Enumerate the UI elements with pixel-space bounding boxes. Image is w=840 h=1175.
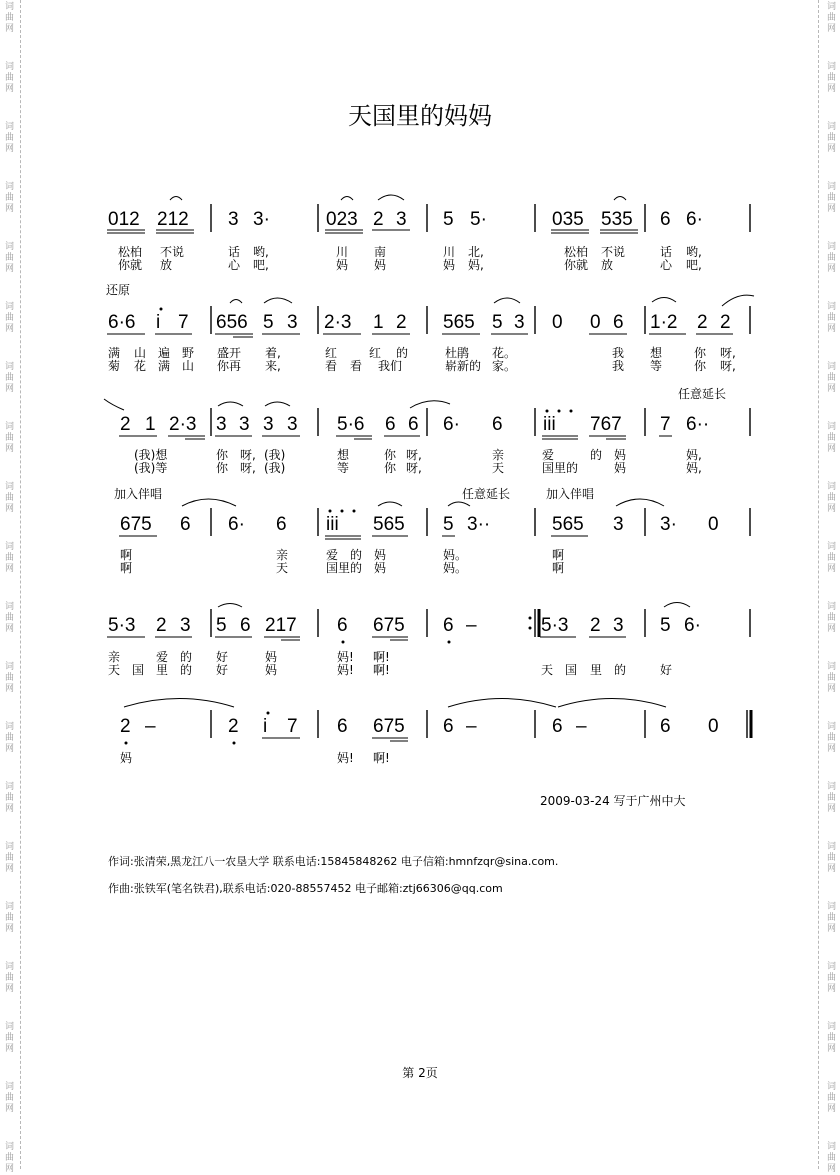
lyric: 吧, xyxy=(686,258,702,272)
note: iii xyxy=(543,414,556,435)
lyric: 菊 xyxy=(108,359,121,373)
octave-dot xyxy=(233,742,236,745)
lyric: 啊! xyxy=(373,663,390,677)
score-line-6 xyxy=(120,699,751,766)
note: 6 xyxy=(337,615,348,636)
octave-dot xyxy=(160,308,163,311)
octave-dot xyxy=(341,510,344,513)
note: 6 xyxy=(660,716,671,737)
lyric: 满 xyxy=(108,346,121,360)
lyric: 盛开 xyxy=(217,346,242,360)
lyric: 放 xyxy=(601,258,614,272)
score-line-5 xyxy=(107,603,750,678)
note: i xyxy=(263,716,268,737)
slur xyxy=(616,499,664,506)
note: 3 xyxy=(396,209,407,230)
lyric: 国 xyxy=(132,663,145,677)
note: 6 xyxy=(240,615,251,636)
watermark-text: 词曲网 xyxy=(826,542,836,574)
lyric: 川 xyxy=(336,245,349,259)
lyric: 你再 xyxy=(217,359,242,373)
note: 217 xyxy=(265,615,297,636)
lyric: 你就 xyxy=(564,258,589,272)
note: – xyxy=(145,716,156,737)
note: 0 xyxy=(552,312,563,333)
performance-annotation: 还原 xyxy=(106,283,131,297)
lyric: 亲 xyxy=(108,650,121,664)
note: 012 xyxy=(108,209,140,230)
watermark-text: 词曲网 xyxy=(826,242,836,274)
watermark-text: 词曲网 xyxy=(826,1082,836,1114)
lyric: 南 xyxy=(374,245,387,259)
lyric: 你 xyxy=(384,461,397,475)
watermark-text: 词曲网 xyxy=(826,182,836,214)
composer-credit: 作曲:张铁军(笔名铁君),联系电话:020-88557452 电子邮箱:ztj66306@qq.com xyxy=(108,882,503,895)
slur xyxy=(265,402,290,406)
lyric: 亲 xyxy=(276,548,289,562)
note: 023 xyxy=(326,209,358,230)
note: 6 xyxy=(492,414,503,435)
watermark-text: 词曲网 xyxy=(4,1082,14,1114)
note: 2 xyxy=(590,615,601,636)
lyric: (我)等 xyxy=(134,461,168,475)
lyric: 呀, xyxy=(406,461,422,475)
note: 6 xyxy=(660,209,671,230)
note: 2 xyxy=(120,716,131,737)
slur xyxy=(448,502,470,506)
slur xyxy=(170,197,182,201)
watermark-text: 词曲网 xyxy=(4,482,14,514)
lyric: 的 xyxy=(180,663,193,677)
lyric: 啊! xyxy=(373,751,390,765)
lyric: 啊 xyxy=(552,548,565,562)
watermark-text: 词曲网 xyxy=(826,362,836,394)
lyric: 山 xyxy=(182,359,195,373)
octave-dot xyxy=(529,617,532,620)
lyric: 的 xyxy=(396,346,409,360)
lyric: 妈 xyxy=(265,650,278,664)
note: 6 xyxy=(613,312,624,333)
watermark-text: 词曲网 xyxy=(826,302,836,334)
lyric: 的 xyxy=(590,448,603,462)
lyric: 天 xyxy=(276,561,289,575)
octave-dot xyxy=(558,410,561,413)
slur xyxy=(410,401,450,408)
lyric: 等 xyxy=(650,359,663,373)
octave-dot xyxy=(570,410,573,413)
lyric: 国里的 xyxy=(542,461,579,475)
lyric: 哟, xyxy=(686,245,702,259)
note: 6 xyxy=(337,716,348,737)
note: 3 xyxy=(180,615,191,636)
watermark-text: 词曲网 xyxy=(4,122,14,154)
slur xyxy=(664,603,690,608)
slur xyxy=(378,502,402,506)
note: 3 xyxy=(263,414,274,435)
lyricist-credit: 作词:张清荣,黑龙江八一农垦大学 联系电话:15845848262 电子信箱:hmnfzqr@sina.com. xyxy=(108,855,559,868)
lyric: 天 xyxy=(108,663,121,677)
watermark-text: 词曲网 xyxy=(4,2,14,34)
slur xyxy=(722,295,754,306)
note: 5 xyxy=(263,312,274,333)
note: 5 xyxy=(492,312,503,333)
lyric: 国里的 xyxy=(326,561,363,575)
lyric: 妈 xyxy=(120,751,133,765)
performance-annotation: 加入伴唱 xyxy=(546,487,595,501)
note: 6 xyxy=(552,716,563,737)
watermark-text: 词曲网 xyxy=(826,62,836,94)
lyric: 满 xyxy=(158,359,171,373)
note: 2·3 xyxy=(169,414,197,435)
watermark-text: 词曲网 xyxy=(4,62,14,94)
lyric: 家。 xyxy=(492,359,517,373)
score-line-2 xyxy=(106,283,754,373)
lyric: 啊 xyxy=(120,561,133,575)
lyric: 来, xyxy=(265,359,281,373)
slur xyxy=(230,300,242,304)
watermark-text: 词曲网 xyxy=(4,362,14,394)
watermark-text: 词曲网 xyxy=(826,1142,836,1174)
lyric: 松柏 xyxy=(118,245,143,259)
performance-annotation: 任意延长 xyxy=(678,387,727,401)
note: – xyxy=(576,716,587,737)
lyric: (我)想 xyxy=(134,448,168,462)
note: 0 xyxy=(590,312,601,333)
lyric: 你 xyxy=(694,359,707,373)
lyric: 放 xyxy=(160,258,173,272)
lyric: 妈, xyxy=(686,461,702,475)
watermark-text: 词曲网 xyxy=(4,1142,14,1174)
note: 5 xyxy=(443,514,454,535)
note: 3 xyxy=(239,414,250,435)
watermark-text: 词曲网 xyxy=(826,482,836,514)
note: 0 xyxy=(708,514,719,535)
score-line-3 xyxy=(104,386,750,475)
lyric: 花 xyxy=(134,359,147,373)
lyric: 不说 xyxy=(160,245,185,259)
performance-annotation: 任意延长 xyxy=(462,487,511,501)
note: 6· xyxy=(684,615,701,636)
lyric: 妈, xyxy=(686,448,702,462)
watermark-text: 词曲网 xyxy=(826,122,836,154)
lyric: 山 xyxy=(134,346,147,360)
watermark-text: 词曲网 xyxy=(4,602,14,634)
lyric: 妈! xyxy=(337,663,354,677)
note: 212 xyxy=(157,209,189,230)
note: 3·· xyxy=(467,514,491,535)
note: 035 xyxy=(552,209,584,230)
note: 3 xyxy=(514,312,525,333)
note: 3 xyxy=(216,414,227,435)
note: 5·3 xyxy=(541,615,569,636)
octave-dot xyxy=(329,510,332,513)
note: i xyxy=(156,312,161,333)
lyric: 啊! xyxy=(373,650,390,664)
lyric: 啊 xyxy=(552,561,565,575)
note: 6·· xyxy=(686,414,710,435)
lyric: 的 xyxy=(180,650,193,664)
lyric: 不说 xyxy=(601,245,626,259)
slur xyxy=(448,699,556,708)
note: 1 xyxy=(145,414,156,435)
slur xyxy=(264,298,292,303)
watermark-text: 词曲网 xyxy=(4,722,14,754)
lyric: 川 xyxy=(443,245,456,259)
note: 6 xyxy=(385,414,396,435)
note: 675 xyxy=(373,716,405,737)
lyric: 天 xyxy=(541,663,554,677)
lyric: 国 xyxy=(565,663,578,677)
slur xyxy=(104,399,124,410)
lyric: 好 xyxy=(660,663,673,677)
lyric: 心 xyxy=(660,258,673,272)
octave-dot xyxy=(342,641,345,644)
lyric: 妈 xyxy=(614,461,627,475)
lyric: 野 xyxy=(182,346,195,360)
lyric: 爱 xyxy=(156,650,169,664)
note: 6 xyxy=(408,414,419,435)
note: 6·6 xyxy=(108,312,136,333)
note: 3 xyxy=(287,414,298,435)
note: 565 xyxy=(443,312,475,333)
note: 6 xyxy=(276,514,287,535)
watermark-text: 词曲网 xyxy=(826,842,836,874)
lyric: 我 xyxy=(612,359,625,373)
note: 675 xyxy=(120,514,152,535)
lyric: 天 xyxy=(492,461,505,475)
lyric: 心 xyxy=(228,258,241,272)
watermark-text: 词曲网 xyxy=(826,962,836,994)
note: 1·2 xyxy=(650,312,678,333)
note: iii xyxy=(326,514,339,535)
watermark-text: 词曲网 xyxy=(4,422,14,454)
note: – xyxy=(466,716,477,737)
note: 3· xyxy=(253,209,270,230)
note: 767 xyxy=(590,414,622,435)
score-line-4 xyxy=(114,486,750,575)
slur xyxy=(182,499,236,506)
octave-dot xyxy=(353,510,356,513)
note: 2·3 xyxy=(324,312,352,333)
lyric: (我) xyxy=(264,461,286,475)
lyric: 妈, xyxy=(468,258,484,272)
note: 3 xyxy=(613,615,624,636)
octave-dot xyxy=(546,410,549,413)
score-line-1 xyxy=(107,195,750,272)
lyric: 啊 xyxy=(120,548,133,562)
lyric: 红 xyxy=(325,346,338,360)
lyric: 崭新的 xyxy=(445,359,482,373)
watermark-text: 词曲网 xyxy=(4,242,14,274)
lyric: 妈 xyxy=(374,258,387,272)
lyric: 妈 xyxy=(265,663,278,677)
lyric: 呀, xyxy=(720,359,736,373)
lyric: 我 xyxy=(612,346,625,360)
lyric: 话 xyxy=(660,245,673,259)
note: 2 xyxy=(120,414,131,435)
watermark-text: 词曲网 xyxy=(4,782,14,814)
note: 3 xyxy=(613,514,624,535)
octave-dot xyxy=(267,712,270,715)
lyric: 妈! xyxy=(337,650,354,664)
watermark-text: 词曲网 xyxy=(826,902,836,934)
note: 2 xyxy=(396,312,407,333)
note: 2 xyxy=(373,209,384,230)
note: 5 xyxy=(216,615,227,636)
note: 6 xyxy=(180,514,191,535)
lyric: 想 xyxy=(337,448,350,462)
lyric: 爱 xyxy=(542,448,555,462)
note: 5·6 xyxy=(337,414,365,435)
lyric: 妈 xyxy=(336,258,349,272)
lyric: 呀, xyxy=(406,448,422,462)
slur xyxy=(218,402,243,406)
lyric: 妈。 xyxy=(443,561,468,575)
note: 5· xyxy=(470,209,487,230)
note: 0 xyxy=(708,716,719,737)
lyric: 看 xyxy=(325,359,338,373)
watermark-text: 词曲网 xyxy=(4,662,14,694)
lyric: 妈 xyxy=(614,448,627,462)
lyric: 妈。 xyxy=(443,548,468,562)
lyric: 好 xyxy=(216,650,229,664)
watermark-text: 词曲网 xyxy=(4,182,14,214)
lyric: 呀, xyxy=(240,448,256,462)
note: 5·3 xyxy=(108,615,136,636)
composition-date-note: 2009-03-24 写于广州中大 xyxy=(540,794,686,808)
note: 5 xyxy=(443,209,454,230)
lyric: 杜鹃 xyxy=(445,346,470,360)
lyric: 想 xyxy=(650,346,663,360)
note: 6· xyxy=(443,414,460,435)
watermark-text: 词曲网 xyxy=(4,842,14,874)
note: 2 xyxy=(697,312,708,333)
lyric: 北, xyxy=(468,245,484,259)
note: 7 xyxy=(660,414,671,435)
lyric: 你 xyxy=(216,461,229,475)
note: 3 xyxy=(228,209,239,230)
note: 565 xyxy=(373,514,405,535)
slur xyxy=(494,298,520,303)
lyric: 的 xyxy=(614,663,627,677)
note: 1 xyxy=(373,312,384,333)
lyric: 松柏 xyxy=(564,245,589,259)
note: 7 xyxy=(287,716,298,737)
slur xyxy=(652,298,676,303)
watermark-text: 词曲网 xyxy=(826,662,836,694)
watermark-text: 词曲网 xyxy=(826,2,836,34)
note: 6· xyxy=(228,514,245,535)
lyric: 妈 xyxy=(443,258,456,272)
performance-annotation: 加入伴唱 xyxy=(114,487,163,501)
lyric: 好 xyxy=(216,663,229,677)
watermark-text: 词曲网 xyxy=(826,1022,836,1054)
page-number: 第 2页 xyxy=(402,1066,438,1080)
note: 535 xyxy=(601,209,633,230)
lyric: 的 xyxy=(350,548,363,562)
note: 656 xyxy=(216,312,248,333)
lyric: 呀, xyxy=(720,346,736,360)
watermark-text: 词曲网 xyxy=(826,602,836,634)
lyric: 妈 xyxy=(374,561,387,575)
lyric: 吧, xyxy=(253,258,269,272)
note: 3· xyxy=(660,514,677,535)
note: 2 xyxy=(156,615,167,636)
watermark-text: 词曲网 xyxy=(826,422,836,454)
slur xyxy=(378,195,404,200)
note: 2 xyxy=(228,716,239,737)
lyric: (我) xyxy=(264,448,286,462)
lyric: 爱 xyxy=(326,548,339,562)
lyric: 亲 xyxy=(492,448,505,462)
octave-dot xyxy=(125,742,128,745)
lyric: 里 xyxy=(156,663,169,677)
lyric: 我们 xyxy=(378,359,403,373)
lyric: 你就 xyxy=(118,258,143,272)
lyric: 哟, xyxy=(253,245,269,259)
note: 6 xyxy=(443,615,454,636)
lyric: 着, xyxy=(265,346,281,360)
song-title: 天国里的妈妈 xyxy=(348,102,492,130)
lyric: 花。 xyxy=(492,346,517,360)
note: 565 xyxy=(552,514,584,535)
lyric: 你 xyxy=(384,448,397,462)
slur xyxy=(614,197,626,201)
lyric: 呀, xyxy=(240,461,256,475)
watermark-text: 词曲网 xyxy=(4,542,14,574)
watermark-text: 词曲网 xyxy=(826,782,836,814)
slur xyxy=(341,197,353,201)
note: 2 xyxy=(720,312,731,333)
lyric: 你 xyxy=(694,346,707,360)
note: 6 xyxy=(443,716,454,737)
note: 3 xyxy=(287,312,298,333)
watermark-text: 词曲网 xyxy=(826,722,836,754)
lyric: 遍 xyxy=(158,346,171,360)
watermark-text: 词曲网 xyxy=(4,1022,14,1054)
lyric: 看 xyxy=(350,359,363,373)
lyric: 妈! xyxy=(337,751,354,765)
lyric: 里 xyxy=(590,663,603,677)
lyric: 你 xyxy=(216,448,229,462)
watermark-text: 词曲网 xyxy=(4,962,14,994)
octave-dot xyxy=(448,641,451,644)
lyric: 话 xyxy=(228,245,241,259)
note: 5 xyxy=(660,615,671,636)
slur xyxy=(218,604,242,608)
note: 6· xyxy=(686,209,703,230)
slur xyxy=(124,699,234,708)
lyric: 红 xyxy=(369,346,382,360)
octave-dot xyxy=(529,627,532,630)
note: 675 xyxy=(373,615,405,636)
note: 7 xyxy=(178,312,189,333)
slur xyxy=(558,699,666,708)
note: – xyxy=(466,615,477,636)
lyric: 等 xyxy=(337,461,350,475)
watermark-text: 词曲网 xyxy=(4,302,14,334)
watermark-text: 词曲网 xyxy=(4,902,14,934)
lyric: 妈 xyxy=(374,548,387,562)
